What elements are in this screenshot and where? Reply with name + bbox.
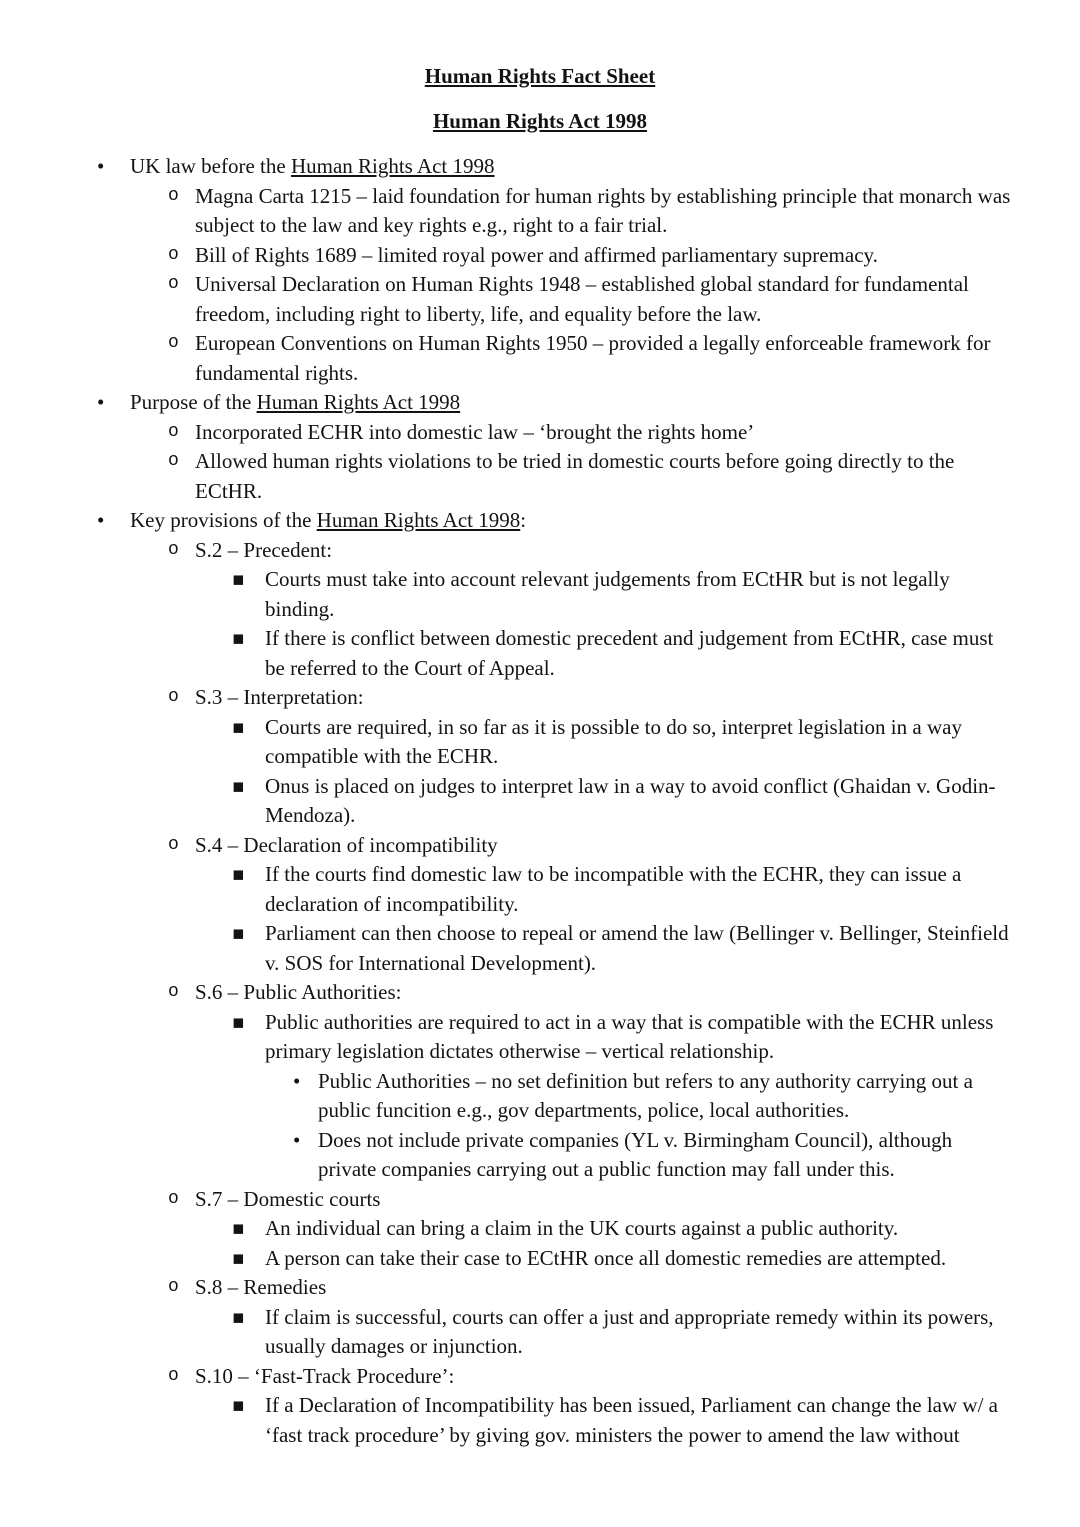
section-heading-text: [130, 508, 526, 532]
document-subtitle: [0, 107, 1080, 137]
list-item: [0, 1391, 1080, 1450]
circle-bullet-icon: o: [168, 244, 179, 265]
list-item: [0, 329, 1080, 388]
square-bullet-icon: ▪: [232, 774, 245, 797]
list-item-text: Bill of Rights 1689 – limited royal power and affirmed parliamentary supremacy.: [195, 242, 878, 267]
list-item-text: Courts are required, in so far as it is possible to do so, interpret legislation in a way compatible with the ECHR.: [265, 714, 962, 768]
square-bullet-icon: ▪: [232, 1394, 245, 1416]
list-item-text: Public authorities are required to act in a way that is compatible with the ECHR unless primary legislation dictates otherwise – vertical relationship.: [265, 1009, 994, 1063]
disc-bullet-icon: •: [97, 390, 105, 414]
list-item-text: S.8 – Remedies: [195, 1275, 327, 1299]
list-item-text: A person can take their case to ECtHR once all domestic remedies are attempted.: [265, 1245, 947, 1270]
list-item: [0, 1008, 1080, 1067]
list-item-text: If claim is successful, courts can offer a just and appropriate remedy within its powers, usually damages or injunction.: [265, 1304, 994, 1358]
circle-bullet-icon: o: [168, 687, 179, 707]
list-item: [0, 1214, 1080, 1244]
list-item: [0, 624, 1080, 683]
list-item: [0, 713, 1080, 772]
list-item: [0, 1067, 1080, 1126]
list-item-text: Incorporated ECHR into domestic law – ‘brought the rights home’: [195, 419, 755, 444]
circle-bullet-icon: o: [168, 1188, 179, 1209]
section-heading: [0, 152, 1080, 182]
heading-prefix: Key provisions of the: [130, 508, 317, 532]
circle-bullet-icon: o: [168, 185, 179, 206]
circle-bullet-icon: o: [168, 274, 179, 294]
circle-bullet-icon: o: [168, 834, 179, 855]
list-item-text: If there is conflict between domestic precedent and judgement from ECtHR, case must be referred to the Court of Appeal.: [265, 626, 994, 680]
list-item-text: Does not include private companies (YL v. Birmingham Council), although private companies carrying out a public function may fall under this.: [318, 1127, 953, 1181]
section-heading-text: [130, 390, 460, 414]
heading-prefix: UK law before the: [130, 154, 291, 178]
square-bullet-icon: ▪: [232, 627, 245, 649]
circle-bullet-icon: o: [168, 1365, 179, 1386]
list-item-text: S.2 – Precedent:: [195, 537, 333, 562]
heading-underlined: Human Rights Act 1998: [290, 154, 495, 178]
square-bullet-icon: ▪: [232, 1217, 245, 1239]
circle-bullet-icon: o: [168, 1277, 179, 1297]
list-item: [0, 831, 1080, 861]
square-bullet-icon: ▪: [232, 715, 245, 738]
square-bullet-icon: ▪: [232, 922, 245, 944]
list-item: [0, 978, 1080, 1008]
square-bullet-icon: ▪: [232, 568, 245, 590]
list-item-text: Public Authorities – no set definition but refers to any authority carrying out a public funcition e.g., gov departments, police, local authorities.: [318, 1068, 973, 1122]
list-item: [0, 1244, 1080, 1274]
list-item: [0, 860, 1080, 919]
list-item-text: Magna Carta 1215 – laid foundation for human rights by establishing principle that monarch was subject to the law and key rights e.g., right to a fair trial.: [195, 183, 1011, 237]
section-heading: [0, 388, 1080, 418]
circle-bullet-icon: o: [168, 539, 179, 560]
list-item-text: S.3 – Interpretation:: [195, 685, 364, 709]
list-item: [0, 270, 1080, 329]
disc-bullet-icon: •: [293, 1068, 301, 1093]
list-item-text: If a Declaration of Incompatibility has been issued, Parliament can change the law w/ a ‘fast track procedure’ by giving gov. ministers the power to amend the law without: [265, 1393, 998, 1447]
list-item-text: European Conventions on Human Rights 1950 – provided a legally enforceable framework for fundamental rights.: [195, 331, 991, 385]
square-bullet-icon: ▪: [232, 1246, 245, 1269]
list-item: [0, 683, 1080, 713]
list-item: [0, 1303, 1080, 1362]
list-item: [0, 772, 1080, 831]
circle-bullet-icon: o: [168, 451, 179, 471]
list-item: [0, 1273, 1080, 1303]
list-item-text: Courts must take into account relevant judgements from ECtHR but is not legally binding.: [265, 567, 950, 621]
list-item-text: S.4 – Declaration of incompatibility: [195, 832, 498, 857]
list-item-text: S.10 – ‘Fast-Track Procedure’:: [195, 1363, 455, 1388]
heading-underlined: Human Rights Act 1998: [256, 390, 461, 414]
circle-bullet-icon: o: [168, 421, 179, 442]
list-item-text: Allowed human rights violations to be tried in domestic courts before going directly to the ECtHR.: [195, 449, 955, 503]
list-item: [0, 1362, 1080, 1392]
disc-bullet-icon: •: [97, 154, 105, 178]
document-title-text: Human Rights Fact Sheet: [424, 64, 656, 88]
circle-bullet-icon: o: [168, 982, 179, 1002]
section-heading-text: [130, 154, 495, 178]
list-item: [0, 241, 1080, 271]
square-bullet-icon: ▪: [232, 1305, 245, 1328]
list-item-text: S.6 – Public Authorities:: [195, 980, 402, 1004]
list-item-text: An individual can bring a claim in the UK courts against a public authority.: [265, 1216, 899, 1240]
list-item: [0, 447, 1080, 506]
disc-bullet-icon: •: [97, 508, 105, 532]
square-bullet-icon: ▪: [232, 1010, 245, 1033]
list-item-text: S.7 – Domestic courts: [195, 1186, 381, 1211]
list-item: [0, 919, 1080, 978]
list-item: [0, 1185, 1080, 1215]
list-item: [0, 1126, 1080, 1185]
list-item-text: Universal Declaration on Human Rights 1948 – established global standard for fundamental freedom, including right to liberty, life, and equality before the law.: [195, 272, 969, 326]
section-heading: [0, 506, 1080, 536]
heading-underlined: Human Rights Act 1998: [316, 508, 521, 532]
list-item: [0, 536, 1080, 566]
disc-bullet-icon: •: [293, 1127, 301, 1152]
list-item-text: If the courts find domestic law to be incompatible with the ECHR, they can issue a declaration of incompatibility.: [265, 862, 962, 916]
square-bullet-icon: ▪: [232, 863, 245, 885]
circle-bullet-icon: o: [168, 333, 179, 353]
list-item: [0, 565, 1080, 624]
document-title: [0, 62, 1080, 92]
document-subtitle-text: Human Rights Act 1998: [432, 108, 648, 133]
list-item-text: Parliament can then choose to repeal or amend the law (Bellinger v. Bellinger, Steinfield v. SOS for International Development).: [265, 921, 1009, 975]
list-item-text: Onus is placed on judges to interpret law in a way to avoid conflict (Ghaidan v. Godin-Mendoza).: [265, 773, 996, 827]
heading-prefix: Purpose of the: [130, 390, 257, 414]
list-item: [0, 182, 1080, 241]
heading-suffix: :: [520, 508, 527, 532]
list-item: [0, 418, 1080, 448]
